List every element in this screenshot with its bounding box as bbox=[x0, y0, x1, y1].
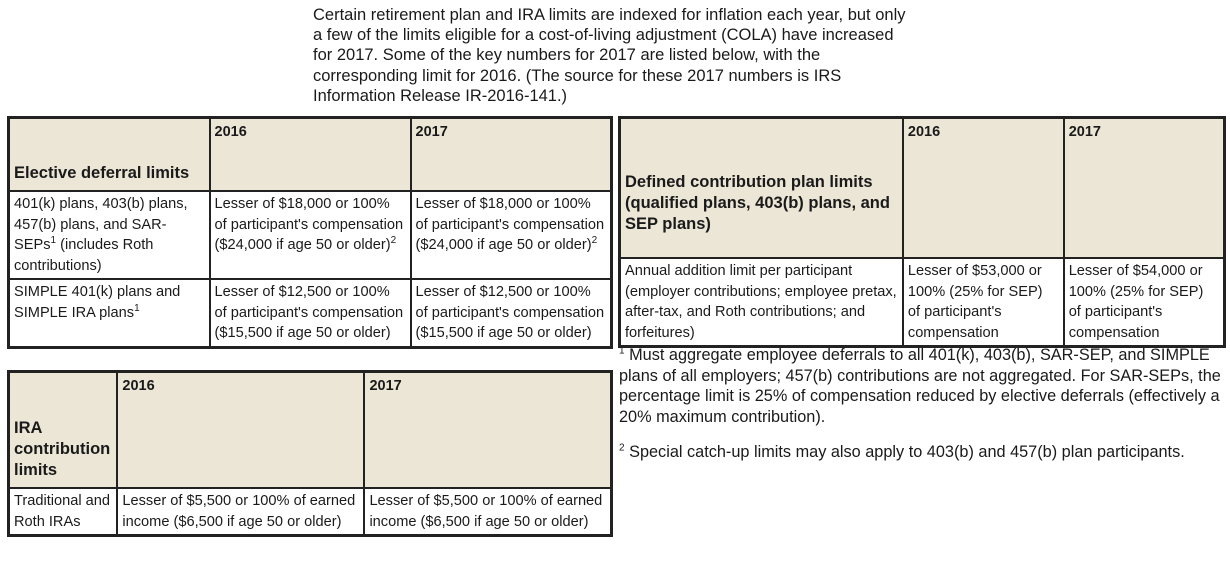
table-row bbox=[620, 258, 1225, 347]
footnote-1: $^1$ Must aggregate employee deferrals to all 401(k), 403(b), SAR-SEP, and SIMPLE plans of all employers; 457(b) contributions are not aggregated. For SAR-SEPs, the percentage limit is 25% of compensation reduced by elective deferrals (effectively a 20% maximum contribution). bbox=[619, 345, 1221, 426]
footnote-mark: 1 bbox=[619, 345, 625, 357]
column-header-2017: 2017 bbox=[364, 372, 611, 489]
table-header-row bbox=[9, 118, 612, 192]
table-title: Elective deferral limits bbox=[9, 118, 210, 192]
column-header-2016: 2016 bbox=[903, 118, 1064, 259]
row-label: SIMPLE 401(k) plans and SIMPLE IRA plans$^1$ bbox=[9, 279, 210, 347]
column-header-2017: 2017 bbox=[411, 118, 612, 192]
table-row bbox=[9, 191, 612, 279]
value-2017: Lesser of $12,500 or 100% of participant's compensation ($15,500 if age 50 or older) bbox=[411, 279, 612, 347]
footnote-ref: 1 bbox=[134, 302, 140, 314]
footnote-ref: 1 bbox=[50, 235, 57, 247]
value-2017: Lesser of $54,000 or 100% (25% for SEP) of participant's compensation bbox=[1064, 258, 1225, 347]
defined-contribution-limits-table bbox=[618, 116, 1226, 348]
footnote-ref: 2 bbox=[390, 235, 397, 247]
row-label: 401(k) plans, 403(b) plans, 457(b) plans, and SAR-SEPs$^1$ (includes Roth contributions) bbox=[9, 191, 210, 279]
table-title: Defined contribution plan limits (qualified plans, 403(b) plans, and SEP plans) bbox=[620, 118, 903, 259]
ira-contribution-limits-table bbox=[7, 370, 613, 537]
table-title: IRA contribution limits bbox=[9, 372, 118, 489]
column-header-2016: 2016 bbox=[117, 372, 364, 489]
value-2016: Lesser of $18,000 or 100% of participant's compensation ($24,000 if age 50 or older)$^2$ bbox=[210, 191, 411, 279]
table-row bbox=[9, 279, 612, 347]
value-2017: Lesser of $18,000 or 100% of participant's compensation ($24,000 if age 50 or older)$^2$ bbox=[411, 191, 612, 279]
value-2016: Lesser of $5,500 or 100% of earned income ($6,500 if age 50 or older) bbox=[117, 488, 364, 536]
row-label: Traditional and Roth IRAs bbox=[9, 488, 118, 536]
value-2016: Lesser of $12,500 or 100% of participant's compensation ($15,500 if age 50 or older) bbox=[210, 279, 411, 347]
row-label: Annual addition limit per participant (employer contributions; employee pretax, after-tax, and Roth contributions; and forfeitures) bbox=[620, 258, 903, 347]
elective-deferral-limits-table bbox=[7, 116, 613, 349]
footnote-ref: 2 bbox=[591, 235, 598, 247]
table-header-row bbox=[620, 118, 1225, 259]
column-header-2017: 2017 bbox=[1064, 118, 1225, 259]
value-2017: Lesser of $5,500 or 100% of earned income ($6,500 if age 50 or older) bbox=[364, 488, 611, 536]
intro-paragraph: Certain retirement plan and IRA limits are indexed for inflation each year, but only a few of the limits eligible for a cost-of-living adjustment (COLA) have increased for 2017. Some of the key numbers for 2017 are listed below, with the corresponding limit for 2016. (The source for these 2017 numbers is IRS Information Release IR-2016-141.) bbox=[313, 6, 906, 105]
footnote-mark: 2 bbox=[619, 442, 625, 454]
footnote-2: $^2$ Special catch-up limits may also apply to 403(b) and 457(b) plan participants. bbox=[619, 442, 1185, 461]
value-2016: Lesser of $53,000 or 100% (25% for SEP) of participant's compensation bbox=[903, 258, 1064, 347]
footnotes bbox=[619, 345, 1224, 478]
table-header-row bbox=[9, 372, 612, 489]
table-row bbox=[9, 488, 612, 536]
column-header-2016: 2016 bbox=[210, 118, 411, 192]
